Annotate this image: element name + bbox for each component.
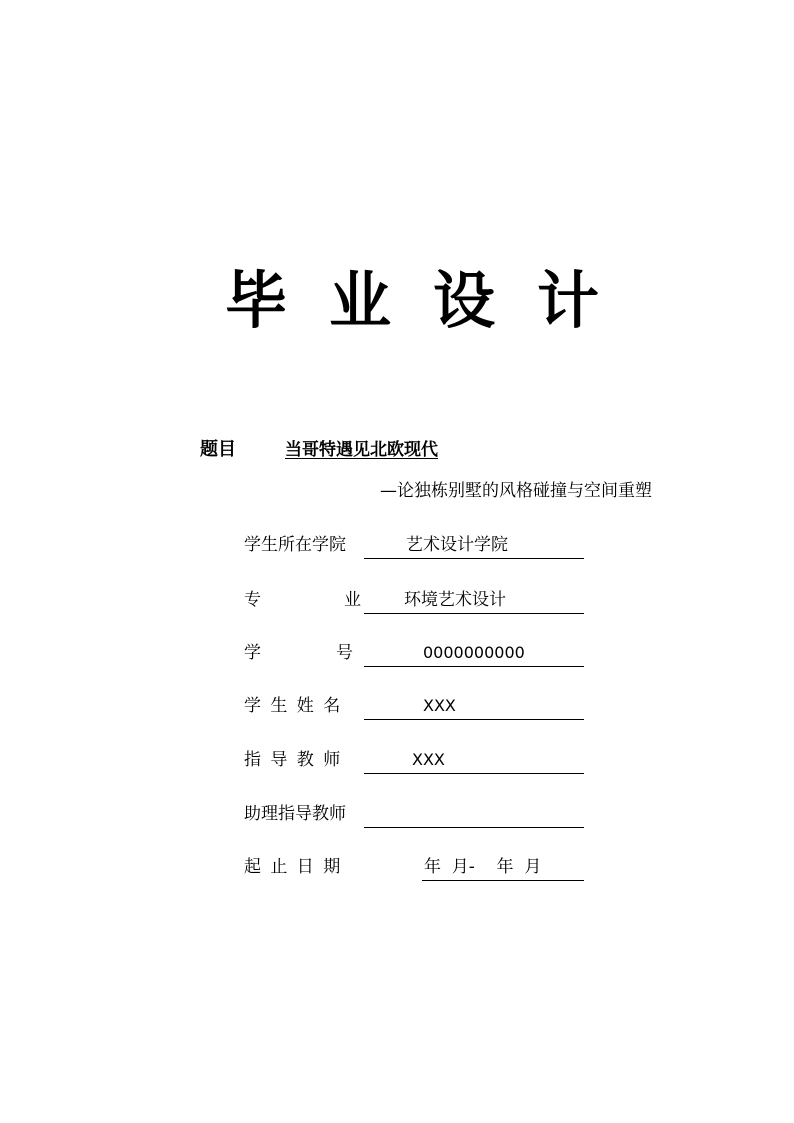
assistant-advisor-label: 助理指导教师 <box>244 804 346 824</box>
student-name-field <box>244 693 589 723</box>
student-name-underline <box>364 719 584 720</box>
student-name-value: XXX <box>423 696 456 715</box>
major-label-start: 专 <box>244 590 261 610</box>
topic-label: 题目 <box>200 439 236 460</box>
college-value: 艺术设计学院 <box>406 535 508 555</box>
title-char-2: 业 <box>329 264 392 337</box>
student-id-label-end: 号 <box>336 643 353 663</box>
college-label: 学生所在学院 <box>244 535 346 555</box>
student-id-value: 0000000000 <box>423 643 525 662</box>
advisor-value: XXX <box>412 750 445 769</box>
period-label: 起 止 日 期 <box>244 857 343 877</box>
advisor-field <box>244 747 589 777</box>
topic-main-title: 当哥特遇见北欧现代 <box>285 440 438 460</box>
student-id-label-start: 学 <box>244 643 261 663</box>
college-field <box>244 532 589 562</box>
student-name-label: 学 生 姓 名 <box>244 696 343 716</box>
college-underline <box>364 558 584 559</box>
title-char-3: 设 <box>433 264 496 337</box>
period-value: 年 月- 年 月 <box>424 857 542 877</box>
assistant-advisor-underline <box>364 827 584 828</box>
major-label-end: 业 <box>344 590 361 610</box>
topic-subtitle: —论独栋别墅的风格碰撞与空间重塑 <box>380 481 652 501</box>
student-id-underline <box>364 666 584 667</box>
main-title <box>225 266 605 346</box>
major-value: 环境艺术设计 <box>404 590 506 610</box>
period-underline <box>422 880 584 881</box>
period-field <box>244 854 589 884</box>
advisor-underline <box>364 773 584 774</box>
student-id-field <box>244 640 589 670</box>
major-underline <box>364 613 584 614</box>
title-char-4: 计 <box>537 264 600 337</box>
advisor-label: 指 导 教 师 <box>244 750 343 770</box>
major-field <box>244 587 589 617</box>
assistant-advisor-field <box>244 801 589 831</box>
title-char-1: 毕 <box>225 264 288 337</box>
